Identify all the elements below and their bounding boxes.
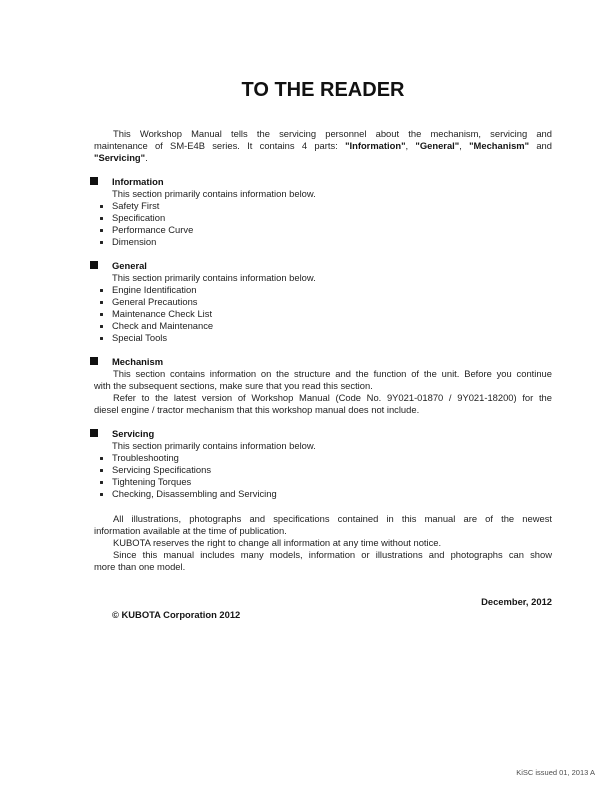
paragraph-line: diesel engine / tractor mechanism that this workshop manual does not include.: [94, 404, 420, 415]
section-heading: [90, 260, 552, 272]
page-title: TO THE READER: [241, 79, 405, 101]
intro-line-1: This Workshop Manual tells the servicing personnel about the mechanism, servicing and: [113, 128, 552, 139]
list-item-label: Servicing Specifications: [112, 464, 212, 475]
dot-bullet-icon: [100, 457, 103, 460]
part-name-information: "Information": [345, 140, 406, 151]
paragraph-line: This section contains information on the structure and the function of the unit. Before you continue: [113, 368, 552, 379]
dot-bullet-icon: [100, 325, 103, 328]
dot-bullet-icon: [100, 289, 103, 292]
dot-bullet-icon: [100, 229, 103, 232]
section-description: This section primarily contains information below.: [112, 440, 316, 451]
dot-bullet-icon: [100, 481, 103, 484]
closing-paragraph-1: [94, 513, 552, 537]
intro-paragraph: [94, 128, 552, 164]
closing-paragraph-3: [94, 549, 552, 573]
intro-line-3: [94, 152, 552, 164]
section-heading: [90, 428, 552, 440]
section-title: Mechanism: [112, 356, 164, 367]
square-bullet-icon: [90, 261, 98, 269]
intro-text: ,: [459, 140, 470, 151]
part-name-mechanism: "Mechanism": [469, 140, 530, 151]
publication-date: December, 2012: [481, 596, 552, 607]
list-item: [94, 212, 552, 224]
section-item-list: [94, 284, 552, 344]
list-item: [94, 296, 552, 308]
dot-bullet-icon: [100, 493, 103, 496]
section-title: Servicing: [112, 428, 155, 439]
paragraph-line: KUBOTA reserves the right to change all information at any time without notice.: [113, 537, 442, 548]
list-item: [94, 452, 552, 464]
list-item-label: Special Tools: [112, 332, 168, 343]
paragraph-line: All illustrations, photographs and specifications contained in this manual are of the newest: [113, 513, 552, 524]
paragraph-line: Refer to the latest version of Workshop Manual (Code No. 9Y021-01870 / 9Y021-18200) for the: [113, 392, 552, 403]
list-item: [94, 224, 552, 236]
intro-line-2: [94, 140, 552, 152]
closing-paragraphs: [94, 513, 552, 573]
list-item-label: Safety First: [112, 200, 160, 211]
list-item: [94, 200, 552, 212]
list-item: [94, 476, 552, 488]
square-bullet-icon: [90, 429, 98, 437]
list-item-label: General Precautions: [112, 296, 198, 307]
list-item-label: Maintenance Check List: [112, 308, 213, 319]
list-item: [94, 488, 552, 500]
dot-bullet-icon: [100, 217, 103, 220]
section-title: Information: [112, 176, 164, 187]
list-item: [94, 308, 552, 320]
list-item-label: Engine Identification: [112, 284, 197, 295]
section-item-list: [94, 200, 552, 248]
list-item: [94, 284, 552, 296]
section-mechanism: [94, 356, 552, 416]
page-content: [94, 0, 552, 621]
section-description: This section primarily contains information below.: [112, 188, 316, 199]
list-item: [94, 320, 552, 332]
footer-issue-note: KiSC issued 01, 2013 A: [516, 768, 595, 777]
dot-bullet-icon: [100, 241, 103, 244]
section-information: [94, 176, 552, 248]
section-title: General: [112, 260, 147, 271]
list-item: [94, 236, 552, 248]
section-item-list: [94, 452, 552, 500]
dot-bullet-icon: [100, 337, 103, 340]
section-description: This section primarily contains information below.: [112, 272, 316, 283]
mechanism-paragraph-2: [94, 392, 552, 416]
intro-text: .: [145, 152, 148, 163]
paragraph-line: information available at the time of publication.: [94, 525, 287, 536]
paragraph-line: more than one model.: [94, 561, 186, 572]
list-item: [94, 332, 552, 344]
list-item-label: Dimension: [112, 236, 157, 247]
part-name-general: "General": [415, 140, 460, 151]
dot-bullet-icon: [100, 301, 103, 304]
intro-text: maintenance of SM-E4B series. It contains 4 parts:: [94, 140, 346, 151]
dot-bullet-icon: [100, 313, 103, 316]
section-heading: [90, 356, 552, 368]
dot-bullet-icon: [100, 205, 103, 208]
square-bullet-icon: [90, 357, 98, 365]
paragraph-line: with the subsequent sections, make sure that you read this section.: [94, 380, 373, 391]
dot-bullet-icon: [100, 469, 103, 472]
list-item-label: Specification: [112, 212, 166, 223]
list-item-label: Troubleshooting: [112, 452, 179, 463]
mechanism-paragraph-1: [94, 368, 552, 392]
intro-text: and: [529, 140, 552, 151]
section-general: [94, 260, 552, 344]
intro-text: ,: [405, 140, 416, 151]
list-item-label: Checking, Disassembling and Servicing: [112, 488, 277, 499]
list-item-label: Performance Curve: [112, 224, 194, 235]
section-heading: [90, 176, 552, 188]
section-servicing: [94, 428, 552, 500]
part-name-servicing: "Servicing": [94, 152, 146, 163]
closing-paragraph-2: [94, 537, 552, 549]
list-item: [94, 464, 552, 476]
list-item-label: Tightening Torques: [112, 476, 192, 487]
copyright-notice: © KUBOTA Corporation 2012: [112, 609, 241, 620]
paragraph-line: Since this manual includes many models, information or illustrations and photographs can show: [113, 549, 552, 560]
list-item-label: Check and Maintenance: [112, 320, 214, 331]
square-bullet-icon: [90, 177, 98, 185]
